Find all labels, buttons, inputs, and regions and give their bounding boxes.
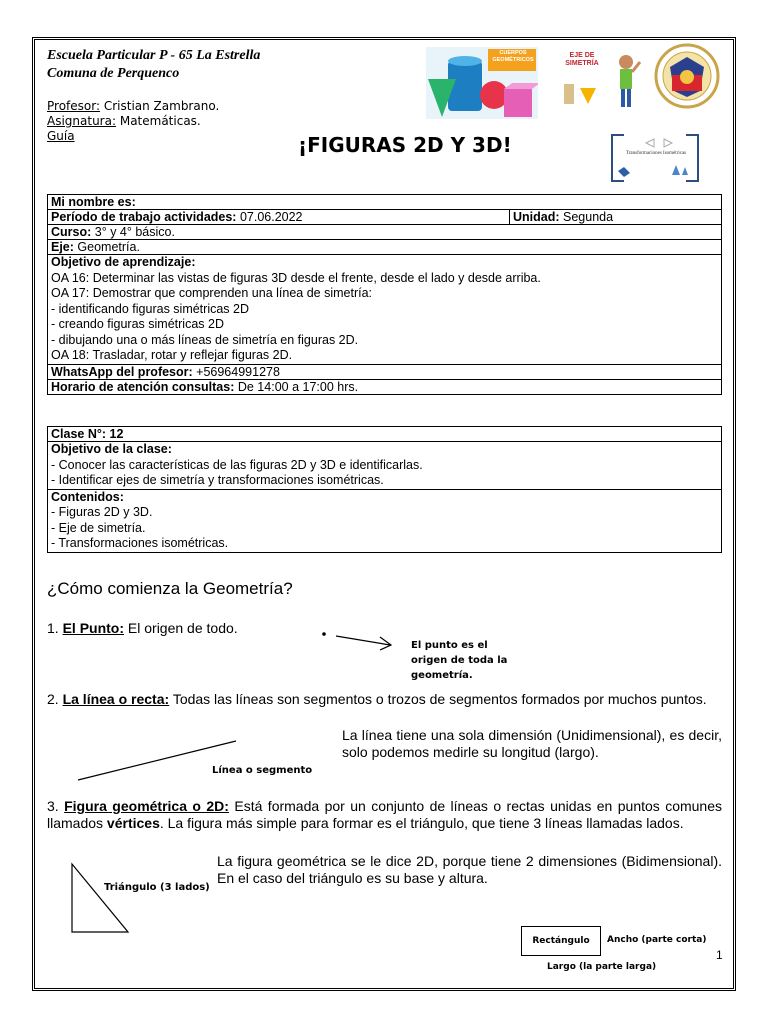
class-objective-line: - Identificar ejes de simetría y transformaciones isométricas.	[51, 473, 384, 487]
triangle-diagram	[68, 860, 132, 936]
isometric-transformations-image	[610, 133, 700, 183]
rectangle-label: Rectángulo	[532, 936, 590, 946]
symmetry-axis-image	[560, 48, 644, 110]
school-name	[47, 47, 260, 83]
point-arrow-diagram	[320, 628, 400, 652]
axis-label: Eje:	[51, 240, 74, 254]
point-text: El origen de todo.	[127, 620, 238, 636]
rectangle-length-label: Largo (la parte larga)	[547, 962, 657, 972]
class-info-table	[47, 426, 722, 553]
objective-line: - creando figuras simétricas 2D	[51, 317, 224, 331]
unit-label: Unidad:	[513, 210, 560, 224]
period-value: 07.06.2022	[239, 210, 303, 224]
page-number: 1	[716, 948, 723, 962]
isometric-caption: Transformaciones Isométricas	[625, 151, 687, 156]
student-info-table	[47, 194, 722, 395]
unit-value: Segunda	[563, 210, 614, 224]
line-number: 2.	[47, 691, 59, 707]
whatsapp-value: +56964991278	[196, 364, 280, 379]
objective-line: OA 18: Trasladar, rotar y reflejar figuras 2D.	[51, 348, 293, 362]
rectangle-diagram	[521, 926, 601, 956]
figure-vertices: vértices	[106, 815, 160, 831]
teacher-meta	[47, 99, 219, 144]
profesor-value: Cristian Zambrano.	[103, 99, 220, 113]
point-term: El Punto:	[62, 620, 125, 636]
line-term: La línea o recta:	[62, 691, 170, 707]
period-label: Período de trabajo actividades:	[51, 210, 237, 224]
line-segment-label: Línea o segmento	[212, 765, 313, 776]
asignatura-value: Matemáticas.	[119, 114, 201, 128]
page-title: ¡FIGURAS 2D Y 3D!	[298, 133, 512, 157]
line-text: Todas las líneas son segmentos o trozos de segmentos formados por muchos puntos.	[172, 691, 707, 707]
name-label: Mi nombre es:	[51, 195, 136, 209]
figure-text-a: Está formada por un conjunto de líneas o rectas unidas en puntos comunes llamados	[47, 798, 722, 831]
figure-side-text: La figura geométrica se le dice 2D, porque tiene 2 dimensiones (Bidimensional). En el caso del triángulo es su base y altura.	[217, 853, 722, 886]
contents-label: Contenidos:	[51, 489, 124, 504]
point-number: 1.	[47, 620, 59, 636]
objective-line: OA 17: Demostrar que comprenden una línea de simetría:	[51, 286, 373, 300]
point-note-line: El punto es el	[411, 640, 488, 651]
guia-label: Guía	[47, 129, 75, 143]
contents-line: - Eje de simetría.	[51, 520, 146, 535]
school-seal	[654, 43, 720, 109]
school-line-1: Escuela Particular P - 65 La Estrella	[47, 48, 261, 63]
section-heading: ¿Cómo comienza la Geometría?	[47, 579, 293, 598]
hours-label: Horario de atención consultas:	[51, 379, 235, 394]
hours-value: De 14:00 a 17:00 hrs.	[237, 379, 359, 394]
class-objective-line: - Conocer las características de las figuras 2D y 3D e identificarlas.	[51, 457, 423, 472]
class-objective-label: Objetivo de la clase:	[51, 442, 172, 456]
line-segment-diagram	[76, 738, 240, 784]
name-cell[interactable]	[48, 195, 722, 210]
point-note	[411, 638, 507, 683]
figure-term: Figura geométrica o 2D:	[64, 798, 229, 814]
symmetry-caption-line-1: EJE DE	[569, 52, 595, 59]
objective-line: OA 16: Determinar las vistas de figuras 3D desde el frente, desde el lado y desde arriba.	[51, 270, 541, 285]
symmetry-caption-line-2: SIMETRÍA	[565, 60, 599, 67]
axis-value: Geometría.	[77, 240, 140, 254]
objective-line: - dibujando una o más líneas de simetría en figuras 2D.	[51, 332, 359, 347]
contents-line: - Figuras 2D y 3D.	[51, 505, 153, 519]
asignatura-label: Asignatura:	[47, 114, 117, 128]
course-value: 3° y 4° básico.	[94, 225, 175, 239]
triangle-label: Triángulo (3 lados)	[104, 882, 210, 893]
line-paragraph	[47, 691, 722, 708]
objective-line: - identificando figuras simétricas 2D	[51, 301, 249, 316]
geometric-bodies-caption: CUERPOS GEOMÉTRICOS	[492, 50, 534, 63]
line-side-text: La línea tiene una sola dimensión (Unidimensional), es decir, solo podemos medirle su longitud (largo).	[342, 727, 722, 760]
whatsapp-label: WhatsApp del profesor:	[51, 364, 193, 379]
objective-label: Objetivo de aprendizaje:	[51, 255, 196, 269]
school-line-2: Comuna de Perquenco	[47, 66, 180, 81]
course-label: Curso:	[51, 225, 92, 239]
point-note-line: origen de toda la	[411, 655, 508, 666]
figure-number: 3.	[47, 798, 59, 814]
figure-paragraph	[47, 798, 722, 832]
figure-text-b: . La figura más simple para formar es el triángulo, que tiene 3 líneas llamadas lados.	[159, 815, 684, 831]
point-note-line: geometría.	[411, 670, 473, 681]
geometric-bodies-image	[426, 47, 538, 119]
point-paragraph	[47, 620, 238, 637]
class-number: Clase N°: 12	[51, 427, 124, 441]
profesor-label: Profesor:	[47, 99, 101, 113]
rectangle-width-label: Ancho (parte corta)	[607, 935, 707, 945]
contents-line: - Transformaciones isométricas.	[51, 536, 229, 550]
